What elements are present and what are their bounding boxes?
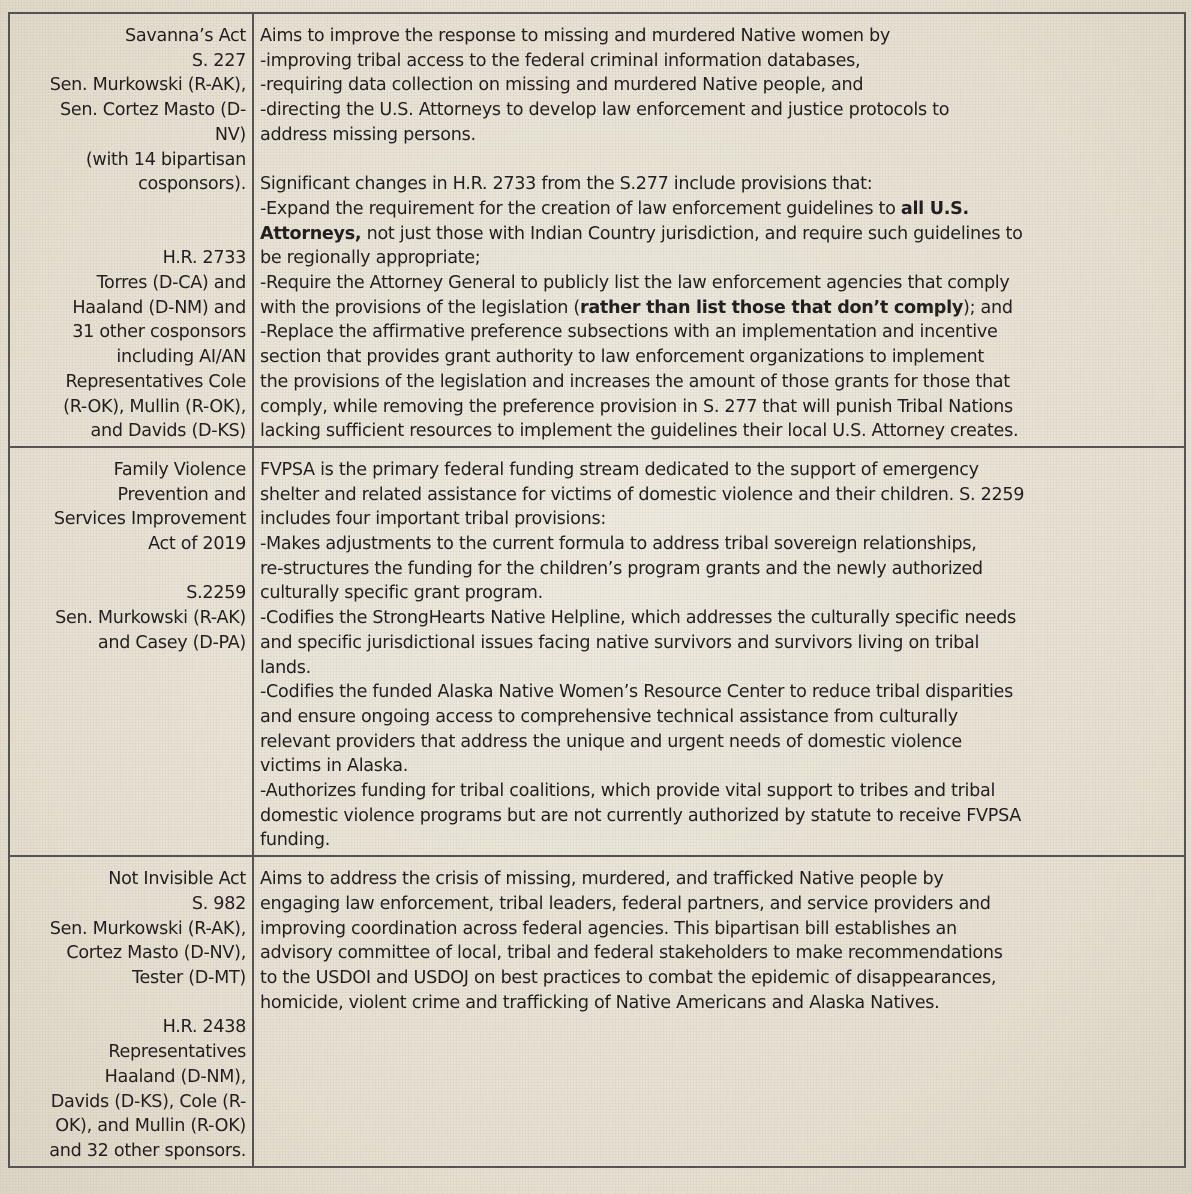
sponsor-line: cosponsors). [138, 174, 246, 195]
description-line: funding. [260, 830, 331, 851]
description-line: and ensure ongoing access to comprehensive technical assistance from culturally [260, 706, 958, 727]
description-line: culturally specific grant program. [260, 583, 543, 604]
house-sponsor-line: and 32 other sponsors. [49, 1140, 246, 1161]
sponsor-line: Tester (D-MT) [132, 968, 246, 988]
description-line: FVPSA is the primary federal funding stream dedicated to the support of emergency [260, 459, 979, 480]
house-sponsor-line: and Davids (D-KS) [90, 421, 246, 442]
description-line: includes four important tribal provisions: [260, 509, 606, 530]
bill-name: Services Improvement [53, 509, 246, 530]
sponsor-line: Sen. Murkowski (R-AK), [49, 75, 246, 96]
bill-description-cell [254, 448, 1184, 855]
house-bill-number: H.R. 2438 [162, 1017, 246, 1038]
house-sponsor-line: including AI/AN [116, 347, 246, 368]
bold-text: all U.S. [900, 198, 969, 219]
description-line: -Codifies the StrongHearts Native Helpline, which addresses the culturally specific needs [260, 608, 1016, 629]
description-line: improving coordination across federal agencies. This bipartisan bill establishes an [260, 918, 957, 939]
house-sponsor-line: Davids (D-KS), Cole (R- [50, 1091, 246, 1112]
description-line: Attorneys, not just those with Indian Country jurisdiction, and require such guidelines to [260, 223, 1023, 244]
description-line: and specific jurisdictional issues facing native survivors and survivors living on tribal [260, 632, 980, 653]
description-changes [260, 172, 1180, 444]
bill-description-cell [254, 857, 1184, 1165]
sponsor-line: Sen. Murkowski (R-AK), [49, 918, 246, 939]
house-sponsor-line: Representatives Cole [65, 371, 246, 392]
bill-number: S.2259 [186, 583, 246, 604]
description-line: -Authorizes funding for tribal coalitions, which provide vital support to tribes and tribal [260, 781, 996, 802]
bill-name: Prevention and [117, 484, 246, 505]
house-sponsor-line: Representatives [108, 1042, 246, 1063]
description-line: relevant providers that address the unique and urgent needs of domestic violence [260, 731, 962, 752]
description-line: -Require the Attorney General to publicly list the law enforcement agencies that comply [260, 273, 1010, 294]
description-line: comply, while removing the preference provision in S. 277 that will punish Tribal Nations [260, 396, 1013, 417]
bold-text: rather than list those that don’t comply [579, 297, 963, 318]
description-line: be regionally appropriate; [260, 248, 481, 269]
description-line: -Codifies the funded Alaska Native Women’s Resource Center to reduce tribal disparities [260, 682, 1013, 703]
description-line: Aims to improve the response to missing and murdered Native women by [260, 26, 891, 46]
description-line: section that provides grant authority to law enforcement organizations to implement [260, 347, 984, 368]
description-line: -Makes adjustments to the current formula to address tribal sovereign relationships, [260, 534, 977, 555]
bill-name: Act of 2019 [148, 534, 246, 555]
description-line: Aims to address the crisis of missing, murdered, and trafficked Native people by [260, 869, 944, 890]
sponsor-line: Sen. Cortez Masto (D- [59, 100, 246, 121]
bold-text: Attorneys, [260, 223, 362, 244]
description-line: to the USDOI and USDOJ on best practices to combat the epidemic of disappearances, [260, 968, 997, 988]
bill-name: Savanna’s Act [125, 26, 246, 46]
sponsor-line: Sen. Murkowski (R-AK) [55, 608, 246, 629]
table-row [8, 14, 1186, 448]
table-row [8, 448, 1186, 857]
bill-number: S. 227 [191, 50, 246, 71]
bill-info-cell [10, 857, 254, 1165]
sponsor-line: NV) [214, 124, 246, 145]
sponsor-line: Cortez Masto (D-NV), [66, 943, 246, 964]
description-line: -improving tribal access to the federal criminal information databases, [260, 50, 861, 71]
description-line: -Expand the requirement for the creation of law enforcement guidelines to all U.S. [260, 198, 969, 219]
description-line: lands. [260, 657, 311, 678]
description-line: with the provisions of the legislation (rather than list those that don’t comply); and [260, 297, 1013, 318]
bill-description-cell [254, 14, 1184, 446]
table-row [8, 857, 1186, 1167]
bill-number: S. 982 [191, 893, 246, 914]
description-line: homicide, violent crime and trafficking of Native Americans and Alaska Natives. [260, 992, 940, 1013]
description-line: Significant changes in H.R. 2733 from the S.277 include provisions that: [260, 174, 873, 195]
sponsor-line: (with 14 bipartisan [85, 149, 246, 170]
legislation-table [8, 12, 1186, 1168]
house-bill-number: H.R. 2733 [162, 248, 246, 269]
house-sponsor-line: (R-OK), Mullin (R-OK), [63, 396, 246, 417]
description-line: victims in Alaska. [260, 756, 409, 777]
description-line: advisory committee of local, tribal and federal stakeholders to make recommendations [260, 943, 1003, 964]
house-sponsor-line: 31 other cosponsors [72, 322, 246, 343]
house-sponsor-line: Torres (D-CA) and [96, 273, 246, 293]
house-sponsor-line: OK), and Mullin (R-OK) [55, 1116, 246, 1137]
description-line: shelter and related assistance for victims of domestic violence and their children. S. 2259 [260, 484, 1025, 505]
description-line: -requiring data collection on missing and murdered Native people, and [260, 75, 864, 96]
house-sponsor-line: Haaland (D-NM), [104, 1066, 246, 1087]
house-sponsor-line: Haaland (D-NM) and [72, 297, 246, 318]
description-line: domestic violence programs but are not currently authorized by statute to receive FVPSA [260, 805, 1022, 826]
bill-name: Family Violence [113, 459, 246, 480]
description-line: the provisions of the legislation and increases the amount of those grants for those that [260, 371, 1010, 392]
description-line: lacking sufficient resources to implement the guidelines their local U.S. Attorney creates. [260, 421, 1019, 442]
description-line: re-structures the funding for the children’s program grants and the newly authorized [260, 558, 983, 579]
description-line: -Replace the affirmative preference subsections with an implementation and incentive [260, 322, 998, 343]
description-line: address missing persons. [260, 124, 476, 145]
bill-info-cell [10, 448, 254, 855]
description-line: -directing the U.S. Attorneys to develop law enforcement and justice protocols to [260, 100, 950, 121]
bill-name: Not Invisible Act [108, 869, 246, 890]
bill-info-cell [10, 14, 254, 446]
description-intro [260, 24, 1180, 148]
sponsor-line: and Casey (D-PA) [97, 632, 246, 653]
description-line: engaging law enforcement, tribal leaders, federal partners, and service providers and [260, 893, 991, 914]
